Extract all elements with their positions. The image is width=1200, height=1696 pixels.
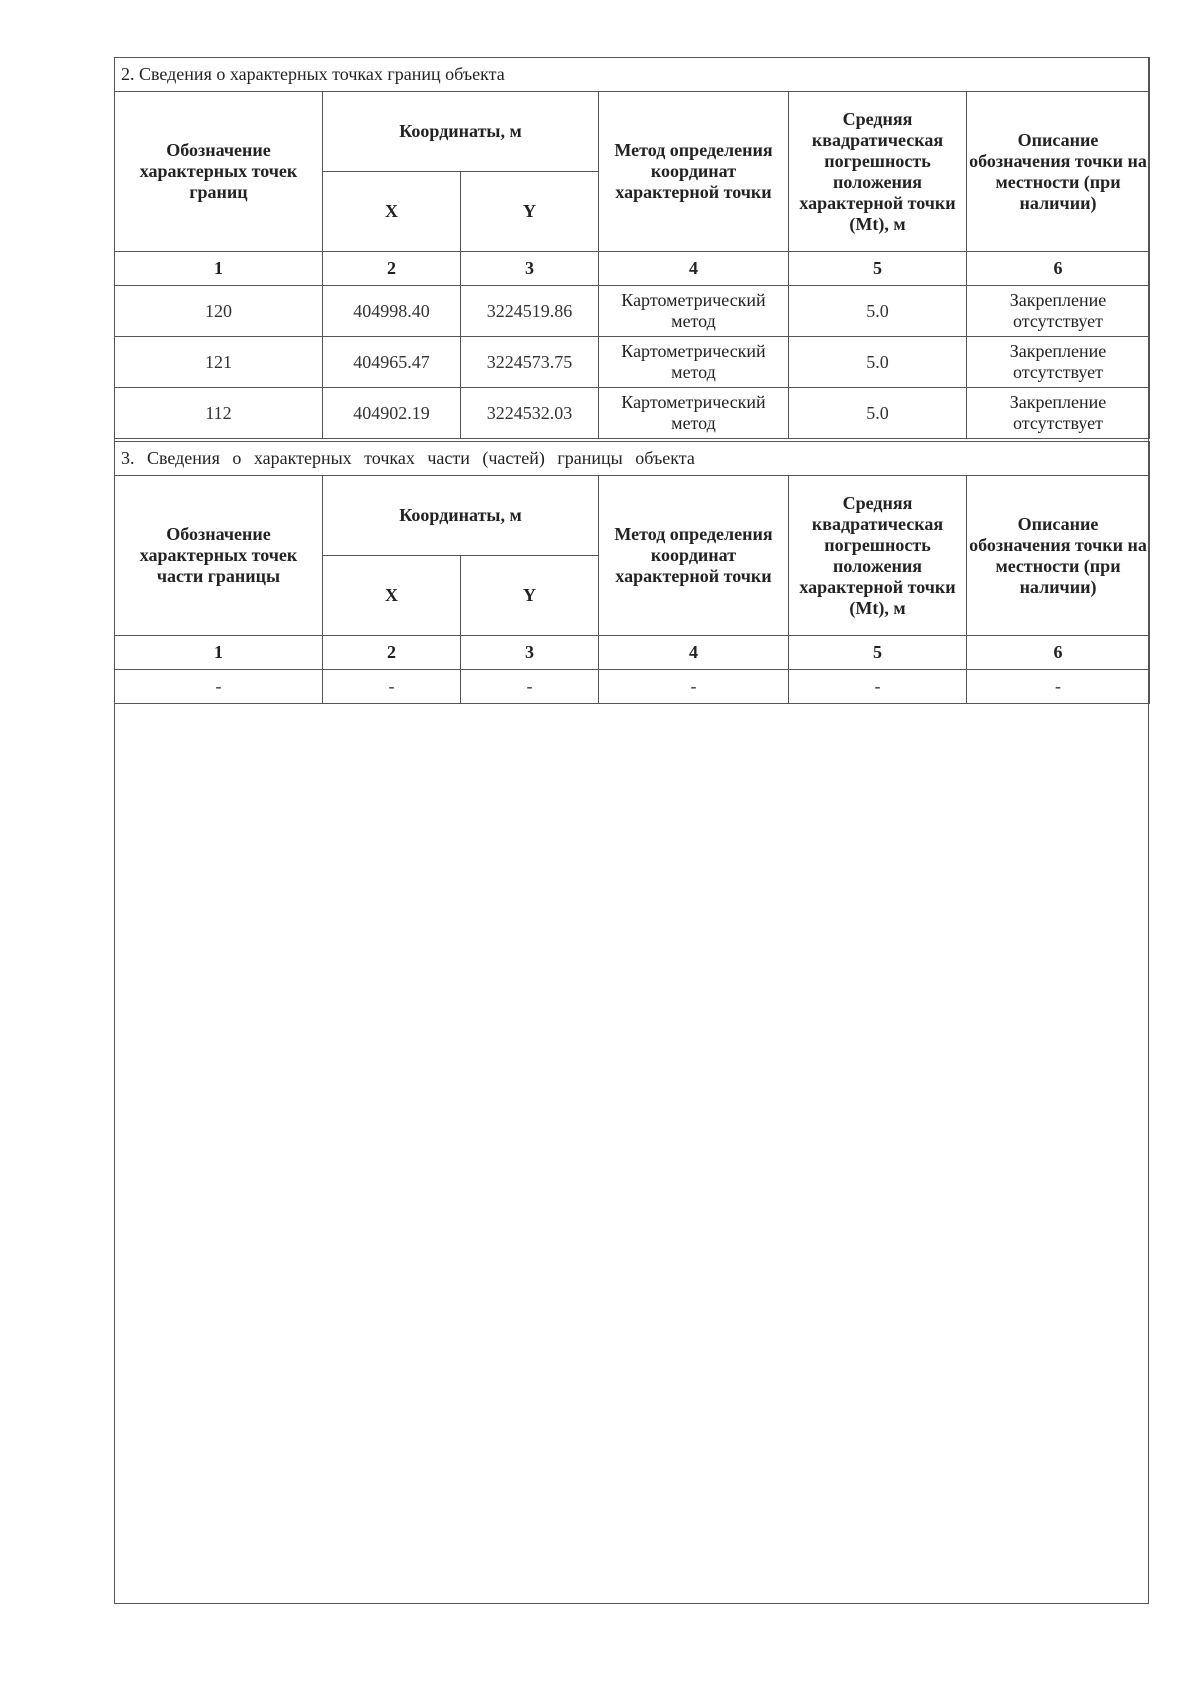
description: - xyxy=(967,670,1150,704)
coord-x: - xyxy=(323,670,461,704)
column-numbers-row xyxy=(115,252,1150,286)
error-mt: - xyxy=(789,670,967,704)
method: - xyxy=(599,670,789,704)
column-number: 3 xyxy=(461,636,599,670)
header-designation: Обозначение характерных точек границ xyxy=(115,92,323,252)
method: Картометрический метод xyxy=(599,337,789,388)
part-boundary-points-table xyxy=(114,441,1150,704)
column-number: 2 xyxy=(323,252,461,286)
column-numbers-row xyxy=(115,636,1150,670)
column-number: 4 xyxy=(599,252,789,286)
header-method: Метод определения координат характерной точки xyxy=(599,92,789,252)
column-number: 6 xyxy=(967,636,1150,670)
column-number: 4 xyxy=(599,636,789,670)
section-2-title: 2. Сведения о характерных точках границ объекта xyxy=(115,58,1150,92)
table-row xyxy=(115,388,1150,439)
error-mt: 5.0 xyxy=(789,337,967,388)
table-row xyxy=(115,286,1150,337)
coord-y: 3224532.03 xyxy=(461,388,599,439)
point-designation: 112 xyxy=(115,388,323,439)
coord-y: 3224519.86 xyxy=(461,286,599,337)
header-error: Средняя квадратическая погрешность положения характерной точки (Mt), м xyxy=(789,92,967,252)
method: Картометрический метод xyxy=(599,388,789,439)
column-number: 5 xyxy=(789,636,967,670)
header-coordinates: Координаты, м xyxy=(323,476,599,556)
description: Закрепление отсутствует xyxy=(967,286,1150,337)
coord-x: 404902.19 xyxy=(323,388,461,439)
header-description: Описание обозначения точки на местности (при наличии) xyxy=(967,92,1150,252)
boundary-points-table xyxy=(114,57,1150,439)
header-description: Описание обозначения точки на местности (при наличии) xyxy=(967,476,1150,636)
point-designation: 120 xyxy=(115,286,323,337)
table-row xyxy=(115,337,1150,388)
header-coordinates: Координаты, м xyxy=(323,92,599,172)
header-x: X xyxy=(323,556,461,636)
header-y: Y xyxy=(461,556,599,636)
point-designation: - xyxy=(115,670,323,704)
error-mt: 5.0 xyxy=(789,286,967,337)
column-number: 6 xyxy=(967,252,1150,286)
column-number: 5 xyxy=(789,252,967,286)
header-x: X xyxy=(323,172,461,252)
column-number: 1 xyxy=(115,252,323,286)
coord-y: - xyxy=(461,670,599,704)
header-method: Метод определения координат характерной точки xyxy=(599,476,789,636)
description: Закрепление отсутствует xyxy=(967,337,1150,388)
coord-x: 404998.40 xyxy=(323,286,461,337)
column-number: 2 xyxy=(323,636,461,670)
point-designation: 121 xyxy=(115,337,323,388)
error-mt: 5.0 xyxy=(789,388,967,439)
header-error: Средняя квадратическая погрешность положения характерной точки (Mt), м xyxy=(789,476,967,636)
header-y: Y xyxy=(461,172,599,252)
method: Картометрический метод xyxy=(599,286,789,337)
table-row xyxy=(115,670,1150,704)
column-number: 1 xyxy=(115,636,323,670)
description: Закрепление отсутствует xyxy=(967,388,1150,439)
section-3-title: 3. Сведения о характерных точках части (частей) границы объекта xyxy=(115,442,1150,476)
coord-x: 404965.47 xyxy=(323,337,461,388)
coord-y: 3224573.75 xyxy=(461,337,599,388)
header-designation: Обозначение характерных точек части границы xyxy=(115,476,323,636)
column-number: 3 xyxy=(461,252,599,286)
